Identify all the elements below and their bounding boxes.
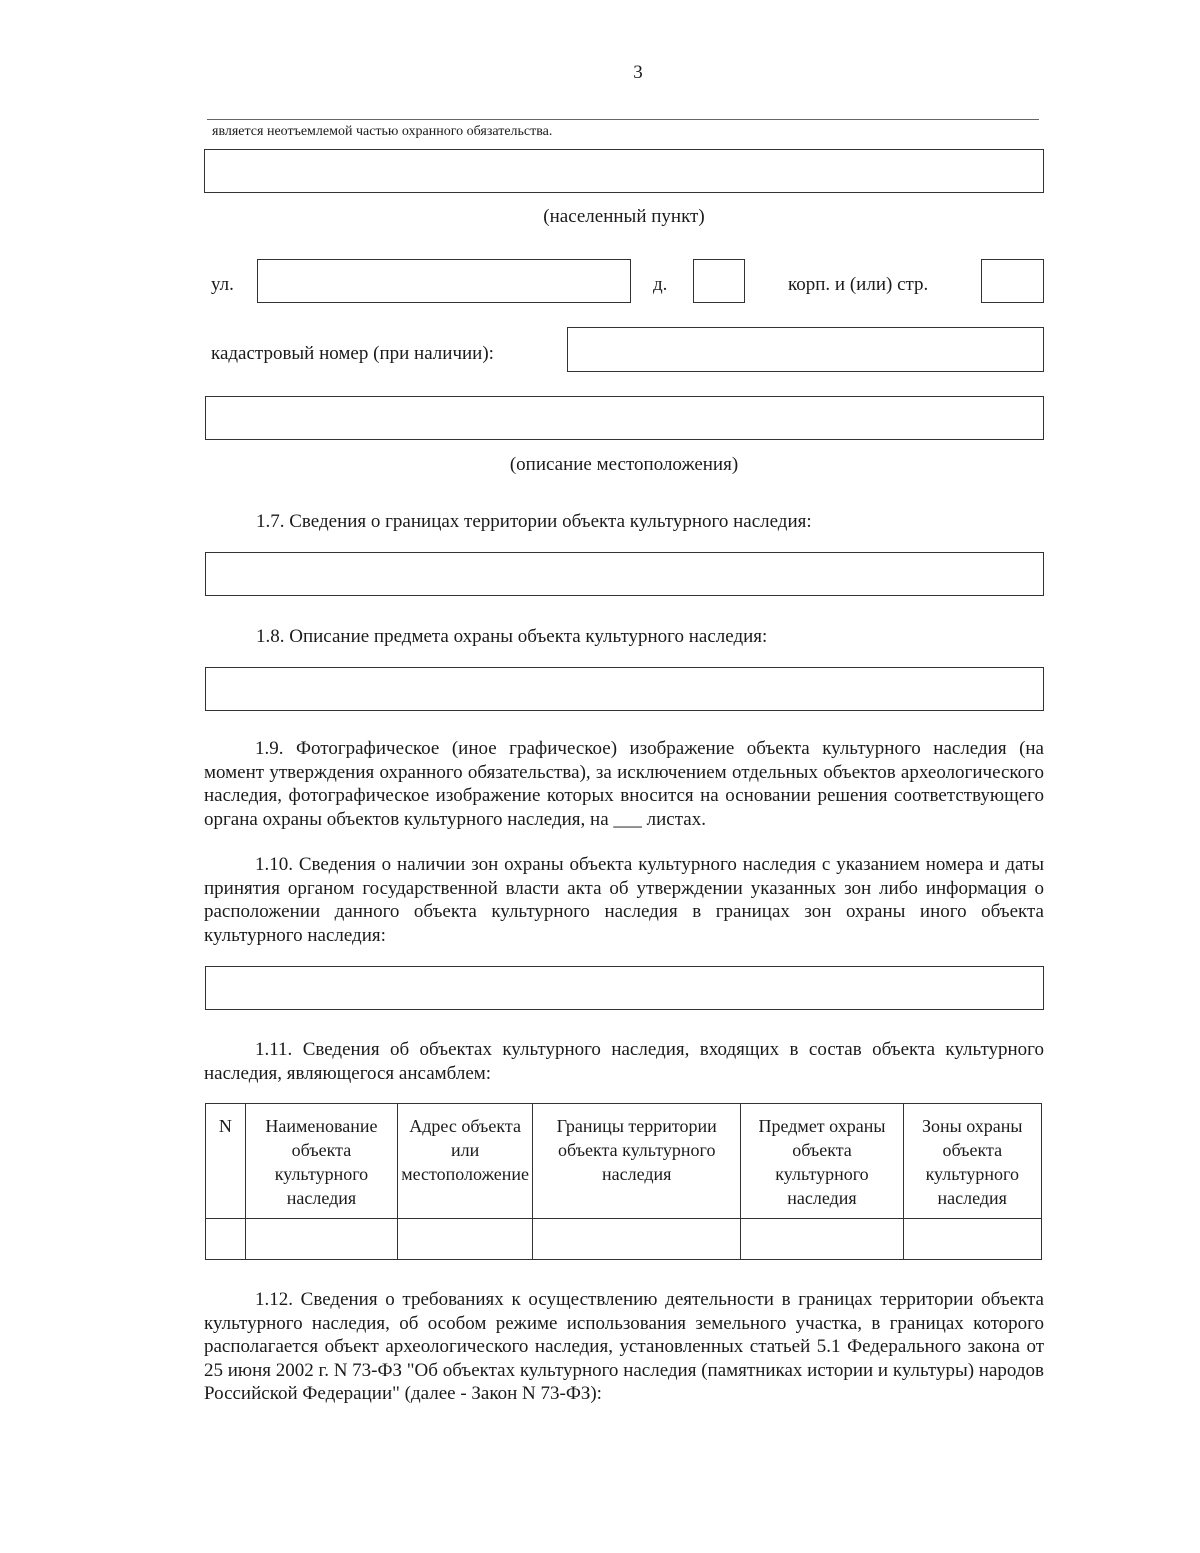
table-cell[interactable] — [533, 1219, 741, 1260]
col-header-protection-zones: Зоны охраны объекта культурного наследия — [903, 1104, 1041, 1219]
street-label: ул. — [211, 274, 234, 295]
section-1-12 — [204, 1288, 1044, 1406]
section-1-10-text: 1.10. Сведения о наличии зон охраны объекта культурного наследия с указанием номера и даты принятия органом государственной власти акта об утверждении указанных зон либо информация о расположении данного объекта культурного наследия в границах зон охраны иного объекта культурного наследия: — [204, 854, 1044, 946]
top-rule — [207, 119, 1039, 120]
ensemble-table — [205, 1103, 1042, 1260]
section-1-9-text: 1.9. Фотографическое (иное графическое) изображение объекта культурного наследия (на момент утверждения охранного обязательства), за исключением отдельных объектов археологического наследия, фотографическое изображение которых вносится на основании решения соответствующего органа охраны объектов культурного наследия, на ___ листах. — [204, 738, 1044, 830]
header-note: является неотъемлемой частью охранного обязательства. — [212, 124, 553, 139]
location-field[interactable] — [205, 396, 1044, 440]
col-header-name: Наименование объекта культурного наследия — [245, 1104, 398, 1219]
house-field[interactable] — [693, 259, 745, 303]
table-cell[interactable] — [398, 1219, 533, 1260]
section-1-11-text: 1.11. Сведения об объектах культурного наследия, входящих в состав объекта культурного наследия, являющегося ансамблем: — [204, 1039, 1044, 1084]
cadastral-label: кадастровый номер (при наличии): — [211, 343, 494, 364]
section-1-8: 1.8. Описание предмета охраны объекта культурного наследия: — [256, 626, 768, 647]
settlement-field[interactable] — [204, 149, 1044, 193]
protection-zones-field[interactable] — [205, 966, 1044, 1010]
protection-subject-field[interactable] — [205, 667, 1044, 711]
table-cell[interactable] — [741, 1219, 903, 1260]
col-header-boundaries: Границы территории объекта культурного наследия — [533, 1104, 741, 1219]
building-field[interactable] — [981, 259, 1044, 303]
settlement-caption: (населенный пункт) — [543, 206, 705, 227]
table-cell[interactable] — [206, 1219, 246, 1260]
section-1-12-text: 1.12. Сведения о требованиях к осуществлению деятельности в границах территории объекта культурного наследия, об особом режиме использования земельного участка, в границах которого располагается объект археологического наследия, установленных статьей 5.1 Федерального закона от 25 июня 2002 г. N 73-ФЗ "Об объектах культурного наследия (памятниках истории и культуры) народов Российской Федерации" (далее - Закон N 73-ФЗ): — [204, 1289, 1044, 1404]
section-1-9 — [204, 737, 1044, 831]
table-cell[interactable] — [245, 1219, 398, 1260]
table-row — [206, 1219, 1042, 1260]
page-number: 3 — [633, 62, 643, 83]
location-caption: (описание местоположения) — [509, 454, 739, 475]
house-label: д. — [653, 274, 668, 295]
section-1-11 — [204, 1038, 1044, 1085]
cadastral-field[interactable] — [567, 327, 1044, 372]
col-header-address: Адрес объекта или местоположение — [398, 1104, 533, 1219]
col-header-protection-subject: Предмет охраны объекта культурного наследия — [741, 1104, 903, 1219]
section-1-10 — [204, 853, 1044, 947]
table-header-row — [206, 1104, 1042, 1219]
building-label: корп. и (или) стр. — [788, 274, 929, 295]
table-cell[interactable] — [903, 1219, 1041, 1260]
street-field[interactable] — [257, 259, 631, 303]
section-1-7: 1.7. Сведения о границах территории объекта культурного наследия: — [256, 511, 812, 532]
col-header-number: N — [206, 1104, 246, 1219]
territory-bounds-field[interactable] — [205, 552, 1044, 596]
